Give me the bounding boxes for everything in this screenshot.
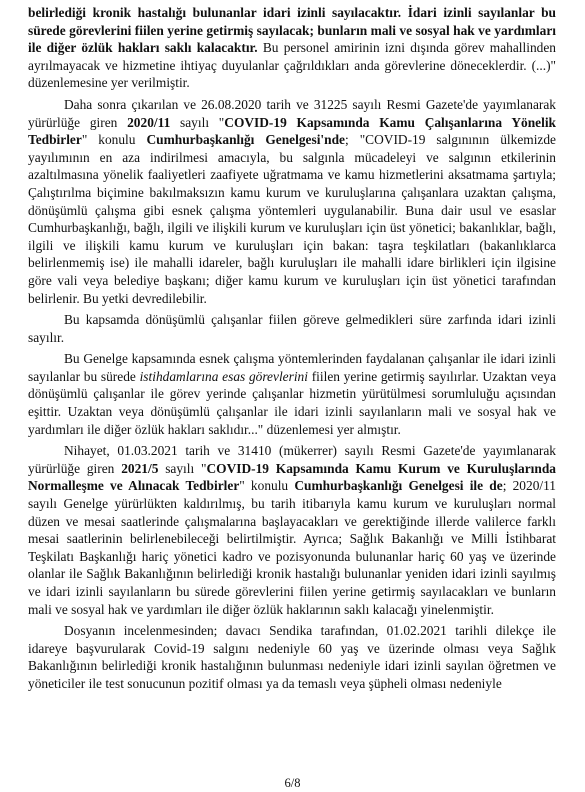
paragraph (28, 311, 556, 346)
text-run: sayılı " (170, 114, 225, 130)
page-number: 6/8 (284, 776, 301, 790)
document-body (28, 4, 556, 693)
text-run: Bu Genelge kapsamında esnek çalışma yöntemlerinden faydalanan çalışanlar ile idari izinli sayılanlar bu sürede (28, 351, 556, 384)
text-run: sayılı " (158, 460, 207, 476)
bold-text: 2020/11 (127, 114, 171, 130)
text-run: Daha sonra çıkarılan ve 26.08.2020 tarih ve 31225 sayılı Resmi Gazete'de yayımlanarak yürürlüğe giren (28, 96, 556, 130)
bold-text: COVID-19 Kapsamında Kamu Çalışanlarına Yönelik Tedbirler (28, 114, 556, 148)
paragraph (28, 4, 556, 92)
paragraph (28, 622, 556, 692)
bold-text: Cumhurbaşkanlığı Genelgesi'nde (146, 132, 345, 148)
italic-text: istihdamlarına esas görevlerini (139, 368, 308, 384)
bold-text: 2021/5 (121, 460, 159, 476)
text-run: Bu kapsamda dönüşümlü çalışanlar fiilen göreve gelmedikleri süre zarfında idari izinli sayılır. (28, 312, 556, 345)
text-run: Bu personel amirinin izni dışında görev mahallinden ayrılmayacak ve hizmetine ihtiyaç duyulanlar çağrıldıkları anda görevlerine döneceklerdir. (...)" düzenlemesine yer verilmiştir. (28, 40, 556, 91)
text-run: Dosyanın incelenmesinden; davacı Sendika tarafından, 01.02.2021 tarihli dilekçe ile idareye başvurularak Covid-19 salgını nedeniyle 60 yaş ve üzerinde olması veya Sağlık Bakanlığının belirlediği kronik hastalığının bulunması nedeniyle idari izinli sayılan öğretmen ve yöneticiler ile test sonucunun pozitif olması ya da temaslı veya şüpheli olması nedeniyle (28, 623, 556, 691)
bold-text: belirlediği kronik hastalığı bulunanlar idari izinli sayılacaktır. İdari izinli sayılanlar bu sürede görevlerini fiilen yerine getirmiş sayılacak; bunların mali ve sosyal hak ve yardımları ile diğer özlük hakları saklı kalacaktır. (28, 5, 556, 56)
bold-text: Cumhurbaşkanlığı Genelgesi ile de (294, 478, 503, 494)
text-run: fiilen yerine getirmiş sayılırlar. Uzaktan veya dönüşümlü çalışanlar ile görev yerinde çalışanlar hizmetin yürütülmesi sorumluluğu açısından eşittir. Uzaktan veya dönüşümlü çalışanlar ile idari izinli sayılanların mali ve sosyal hak ve yardımları ile diğer özlük hakları saklıdır..." düzenlemesi yer almıştır. (28, 368, 557, 437)
text-run: Nihayet, 01.03.2021 tarih ve 31410 (mükerrer) sayılı Resmi Gazete'de yayımlanarak yürürlüğe giren (28, 443, 556, 476)
paragraph (28, 442, 556, 618)
text-run: ; 2020/11 sayılı Genelge yürürlükten kaldırılmış, bu tarih itibarıyla kamu kurum ve kuruluşları normal düzen ve mesai saatlerinde çalışmalarına başlayacakları ve gerektiğinde illerde valilerce farklı mesai saatlerinin belirlenebileceği belirtilmiştir. Ayrıca; Sağlık Bakanlığı ve Milli İstihbarat Teşkilatı Başkanlığı hariç yönetici kadro ve pozisyonunda bulunanlar hariç 60 yaş ve üzerinde olanlar ile Sağlık Bakanlığının belirlediği kronik hastalığı bulunanlar yeniden idari izinli sayılmış ve idari izinli sayılanların bu sürede görevlerini fiilen yerine getirmiş sayılacakları ve bunların mali ve sosyal hak ve yardımları ile diğer özlük haklarının saklı kalacağı yinelenmiştir. (28, 478, 557, 617)
bold-text: COVID-19 Kapsamında Kamu Kurum ve Kuruluşlarında Normalleşme ve Alınacak Tedbirler (28, 460, 556, 494)
text-run: " konulu (239, 478, 295, 494)
text-run: ; "COVID-19 salgınının ülkemizde yayılımının en aza indirilmesi amacıyla, bu salgınla mücadeleyi ve salgının etkilerinin azaltılmasına yönelik faaliyetleri zaafiyete uğratmama ve kamu hizmetlerini aksatmama şartıyla; Çalıştırılma biçimine bakılmaksızın kamu kurum ve kuruluşlarına çalışanlara uzaktan çalışma, dönüşümlü çalışma gibi esnek çalışma yöntemleri uygulanabilir. Buna dair usul ve esaslar Cumhurbaşkanlığı, bağlı, ilgili ve ilişkili kurum ve kuruluşları için üst yönetici; bakanlıklar, bağlı, ilgili ve ilişkili kamu kurum ve kuruluşları için bakan: taşra teşkilatları (bakanlıklarca belirlenmemiş ise) ile mahalli idareler, bağlı kuruluşları ile mahalli idare birlikleri için ilgisine göre vali veya belediye başkanı; diğer kamu kurum ve kuruluşları için üst yönetici tarafından belirlenir. Bu yetki devredilebilir. (28, 132, 557, 306)
paragraph (28, 350, 556, 438)
paragraph (28, 96, 556, 307)
text-run: " konulu (81, 132, 147, 148)
